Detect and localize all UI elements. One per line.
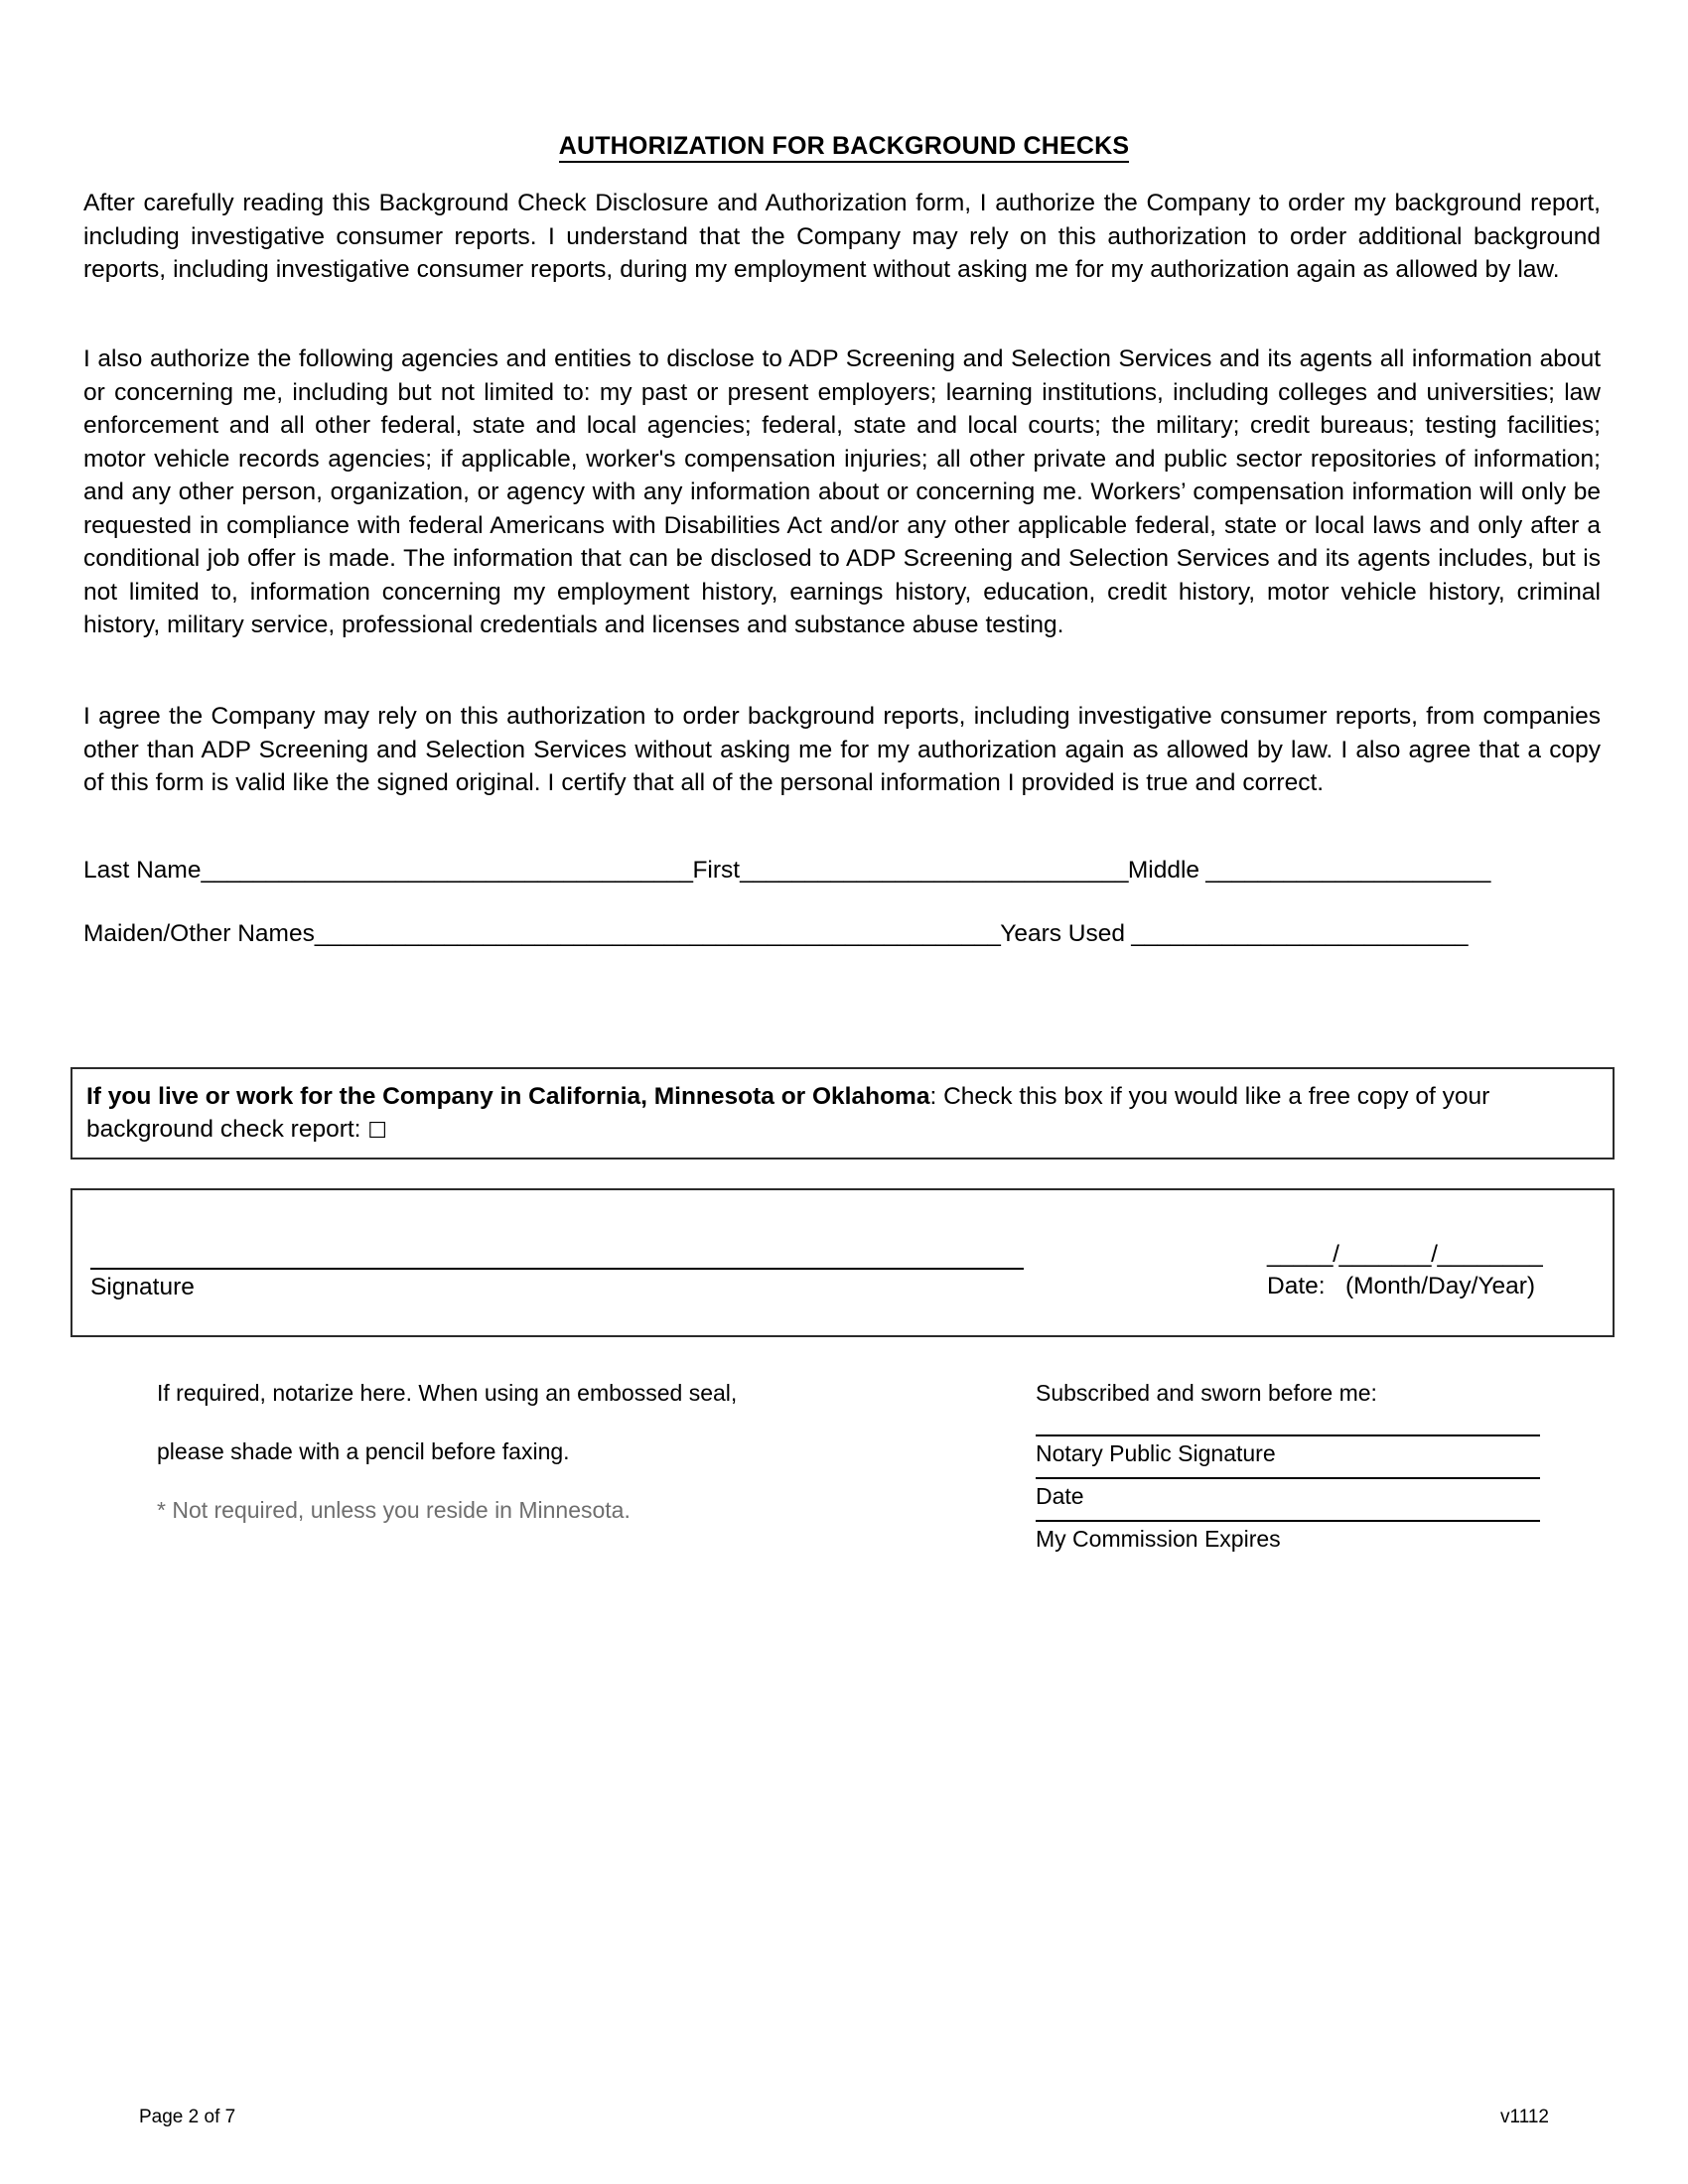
- spacer-notary-2: [1036, 1468, 1552, 1477]
- body-paragraph-3-container: [83, 700, 1601, 800]
- free-copy-checkbox[interactable]: ☐: [367, 1119, 388, 1144]
- signature-box: [70, 1188, 1615, 1337]
- body-paragraph-1-container: [83, 187, 1601, 287]
- notary-fields: [1036, 1378, 1552, 1554]
- spacer-notary-1: [1036, 1408, 1552, 1434]
- footer-version: v1112: [1500, 2107, 1549, 2127]
- name-row-primary: [83, 855, 1613, 887]
- notary-date-label: Date: [1036, 1483, 1084, 1509]
- years-used-label: Years Used: [1000, 920, 1125, 947]
- name-row-maiden: [83, 918, 1613, 950]
- notary-instruction-line-2: please shade with a pencil before faxing.: [157, 1438, 570, 1464]
- signature-label: Signature: [90, 1274, 195, 1300]
- last-name-input-rule[interactable]: ______________________________________: [201, 857, 693, 884]
- signature-field: [90, 1268, 1024, 1302]
- body-paragraph-2-container: [83, 342, 1601, 642]
- date-format-hint: (Month/Day/Year): [1344, 1273, 1536, 1299]
- paragraph-reliance-certification: I agree the Company may rely on this authorization to order background reports, including investigative consumer reports, from companies other than ADP Screening and Selection Services without asking me for my authorization again as allowed by law. I also agree that a copy of this form is valid like the signed original. I certify that all of the personal information I provided is true and correct.: [83, 703, 1601, 796]
- notary-instruction-line-1: If required, notarize here. When using an embossed seal,: [157, 1380, 738, 1406]
- notary-instruction-note: * Not required, unless you reside in Minnesota.: [157, 1497, 631, 1523]
- date-field: [1267, 1242, 1595, 1301]
- first-name-input-rule[interactable]: ______________________________: [740, 857, 1128, 884]
- state-notice-text: [86, 1080, 1599, 1146]
- years-used-input-rule[interactable]: __________________________: [1125, 920, 1468, 947]
- last-name-label: Last Name: [83, 857, 202, 884]
- maiden-names-input-rule[interactable]: _____________________________________________________: [314, 920, 1001, 947]
- date-input-rule[interactable]: _____/_______/________: [1267, 1241, 1543, 1268]
- page-title-text: AUTHORIZATION FOR BACKGROUND CHECKS: [559, 132, 1130, 163]
- state-notice-rest: : Check this box if you would like a free copy of your background check report:: [86, 1083, 1490, 1143]
- middle-name-input-rule[interactable]: ______________________: [1199, 857, 1490, 884]
- paragraph-disclosure-agencies: I also authorize the following agencies and entities to disclose to ADP Screening and Selection Services and its agents all information about or concerning me, including but not limited to: my past or present employers; learning institutions, including colleges and universities; law enforcement and all other federal, state and local agencies; federal, state and local courts; the military; credit bureaus; testing facilities; motor vehicle records agencies; if applicable, worker's compensation injuries; all other private and public sector repositories of information; and any other person, organization, or agency with any information about or concerning me. Workers’ compensation information will only be requested in compliance with federal Americans with Disabilities Act and/or any other applicable federal, state or local laws and only after a conditional job offer is made. The information that can be disclosed to ADP Screening and Selection Services and its agents includes, but is not limited to, information concerning my employment history, earnings history, education, credit history, motor vehicle history, criminal history, military service, professional credentials and licenses and substance abuse testing.: [83, 345, 1601, 638]
- notary-instructions: [157, 1378, 872, 1525]
- notary-date-field: [1036, 1477, 1552, 1511]
- name-fields: [83, 855, 1613, 950]
- paragraph-authorization-intro: After carefully reading this Background Check Disclosure and Authorization form, I authorize the Company to order my background report, including investigative consumer reports. I understand that the Company may rely on this authorization to order additional background reports, including investigative consumer reports, during my employment without asking me for my authorization again as allowed by law.: [83, 190, 1601, 283]
- spacer-notary-3: [1036, 1511, 1552, 1520]
- notary-heading: Subscribed and sworn before me:: [1036, 1380, 1377, 1406]
- notary-commission-label: My Commission Expires: [1036, 1526, 1281, 1552]
- notary-signature-field: [1036, 1434, 1552, 1468]
- first-name-label: First: [692, 857, 741, 884]
- maiden-names-label: Maiden/Other Names: [83, 920, 315, 947]
- notary-commission-field: [1036, 1520, 1552, 1554]
- footer-page-number: Page 2 of 7: [139, 2107, 236, 2127]
- date-label: Date:: [1267, 1273, 1326, 1299]
- state-notice-bold-lead: If you live or work for the Company in California, Minnesota or Oklahoma: [86, 1083, 930, 1110]
- middle-name-label: Middle: [1127, 857, 1200, 884]
- page-footer: [139, 2107, 1549, 2128]
- date-label-row: [1267, 1268, 1595, 1301]
- page-title: [0, 132, 1688, 161]
- notary-signature-label: Notary Public Signature: [1036, 1440, 1276, 1466]
- state-notice-box: [70, 1067, 1615, 1160]
